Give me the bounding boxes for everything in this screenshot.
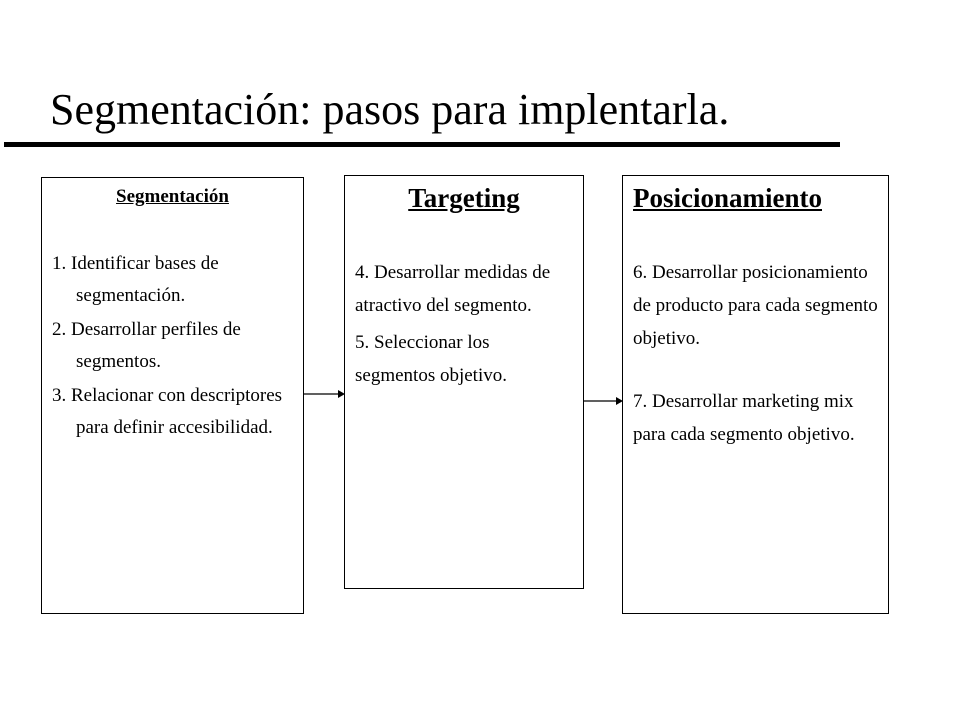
targeting-heading: Targeting [408,183,520,213]
arrow-segmentacion-to-targeting [304,387,346,401]
posicionamiento-steps [633,256,878,451]
posicionamiento-box [622,175,889,614]
title-underline [4,142,840,147]
segmentacion-heading: Segmentación [116,186,229,207]
step-4: 4. Desarrollar medidas de atractivo del segmento. [355,262,551,316]
targeting-box [344,175,584,589]
segmentacion-box [41,177,304,614]
step-5: 5. Seleccionar los segmentos objetivo. [355,332,507,386]
step-1: 1. Identificar bases de segmentación. [52,253,219,306]
step-3: 3. Relacionar con descriptores para definir accesibilidad. [52,385,283,438]
step-2: 2. Desarrollar perfiles de segmentos. [52,319,241,372]
step-7: 7. Desarrollar marketing mix para cada segmento objetivo. [633,391,855,445]
step-6: 6. Desarrollar posicionamiento de producto para cada segmento objetivo. [633,262,878,349]
segmentacion-steps [52,248,293,444]
posicionamiento-heading: Posicionamiento [633,183,822,213]
slide-title: Segmentación: pasos para implentarla. [50,85,730,134]
targeting-steps [355,256,573,392]
arrow-targeting-to-posicionamiento [584,394,624,408]
